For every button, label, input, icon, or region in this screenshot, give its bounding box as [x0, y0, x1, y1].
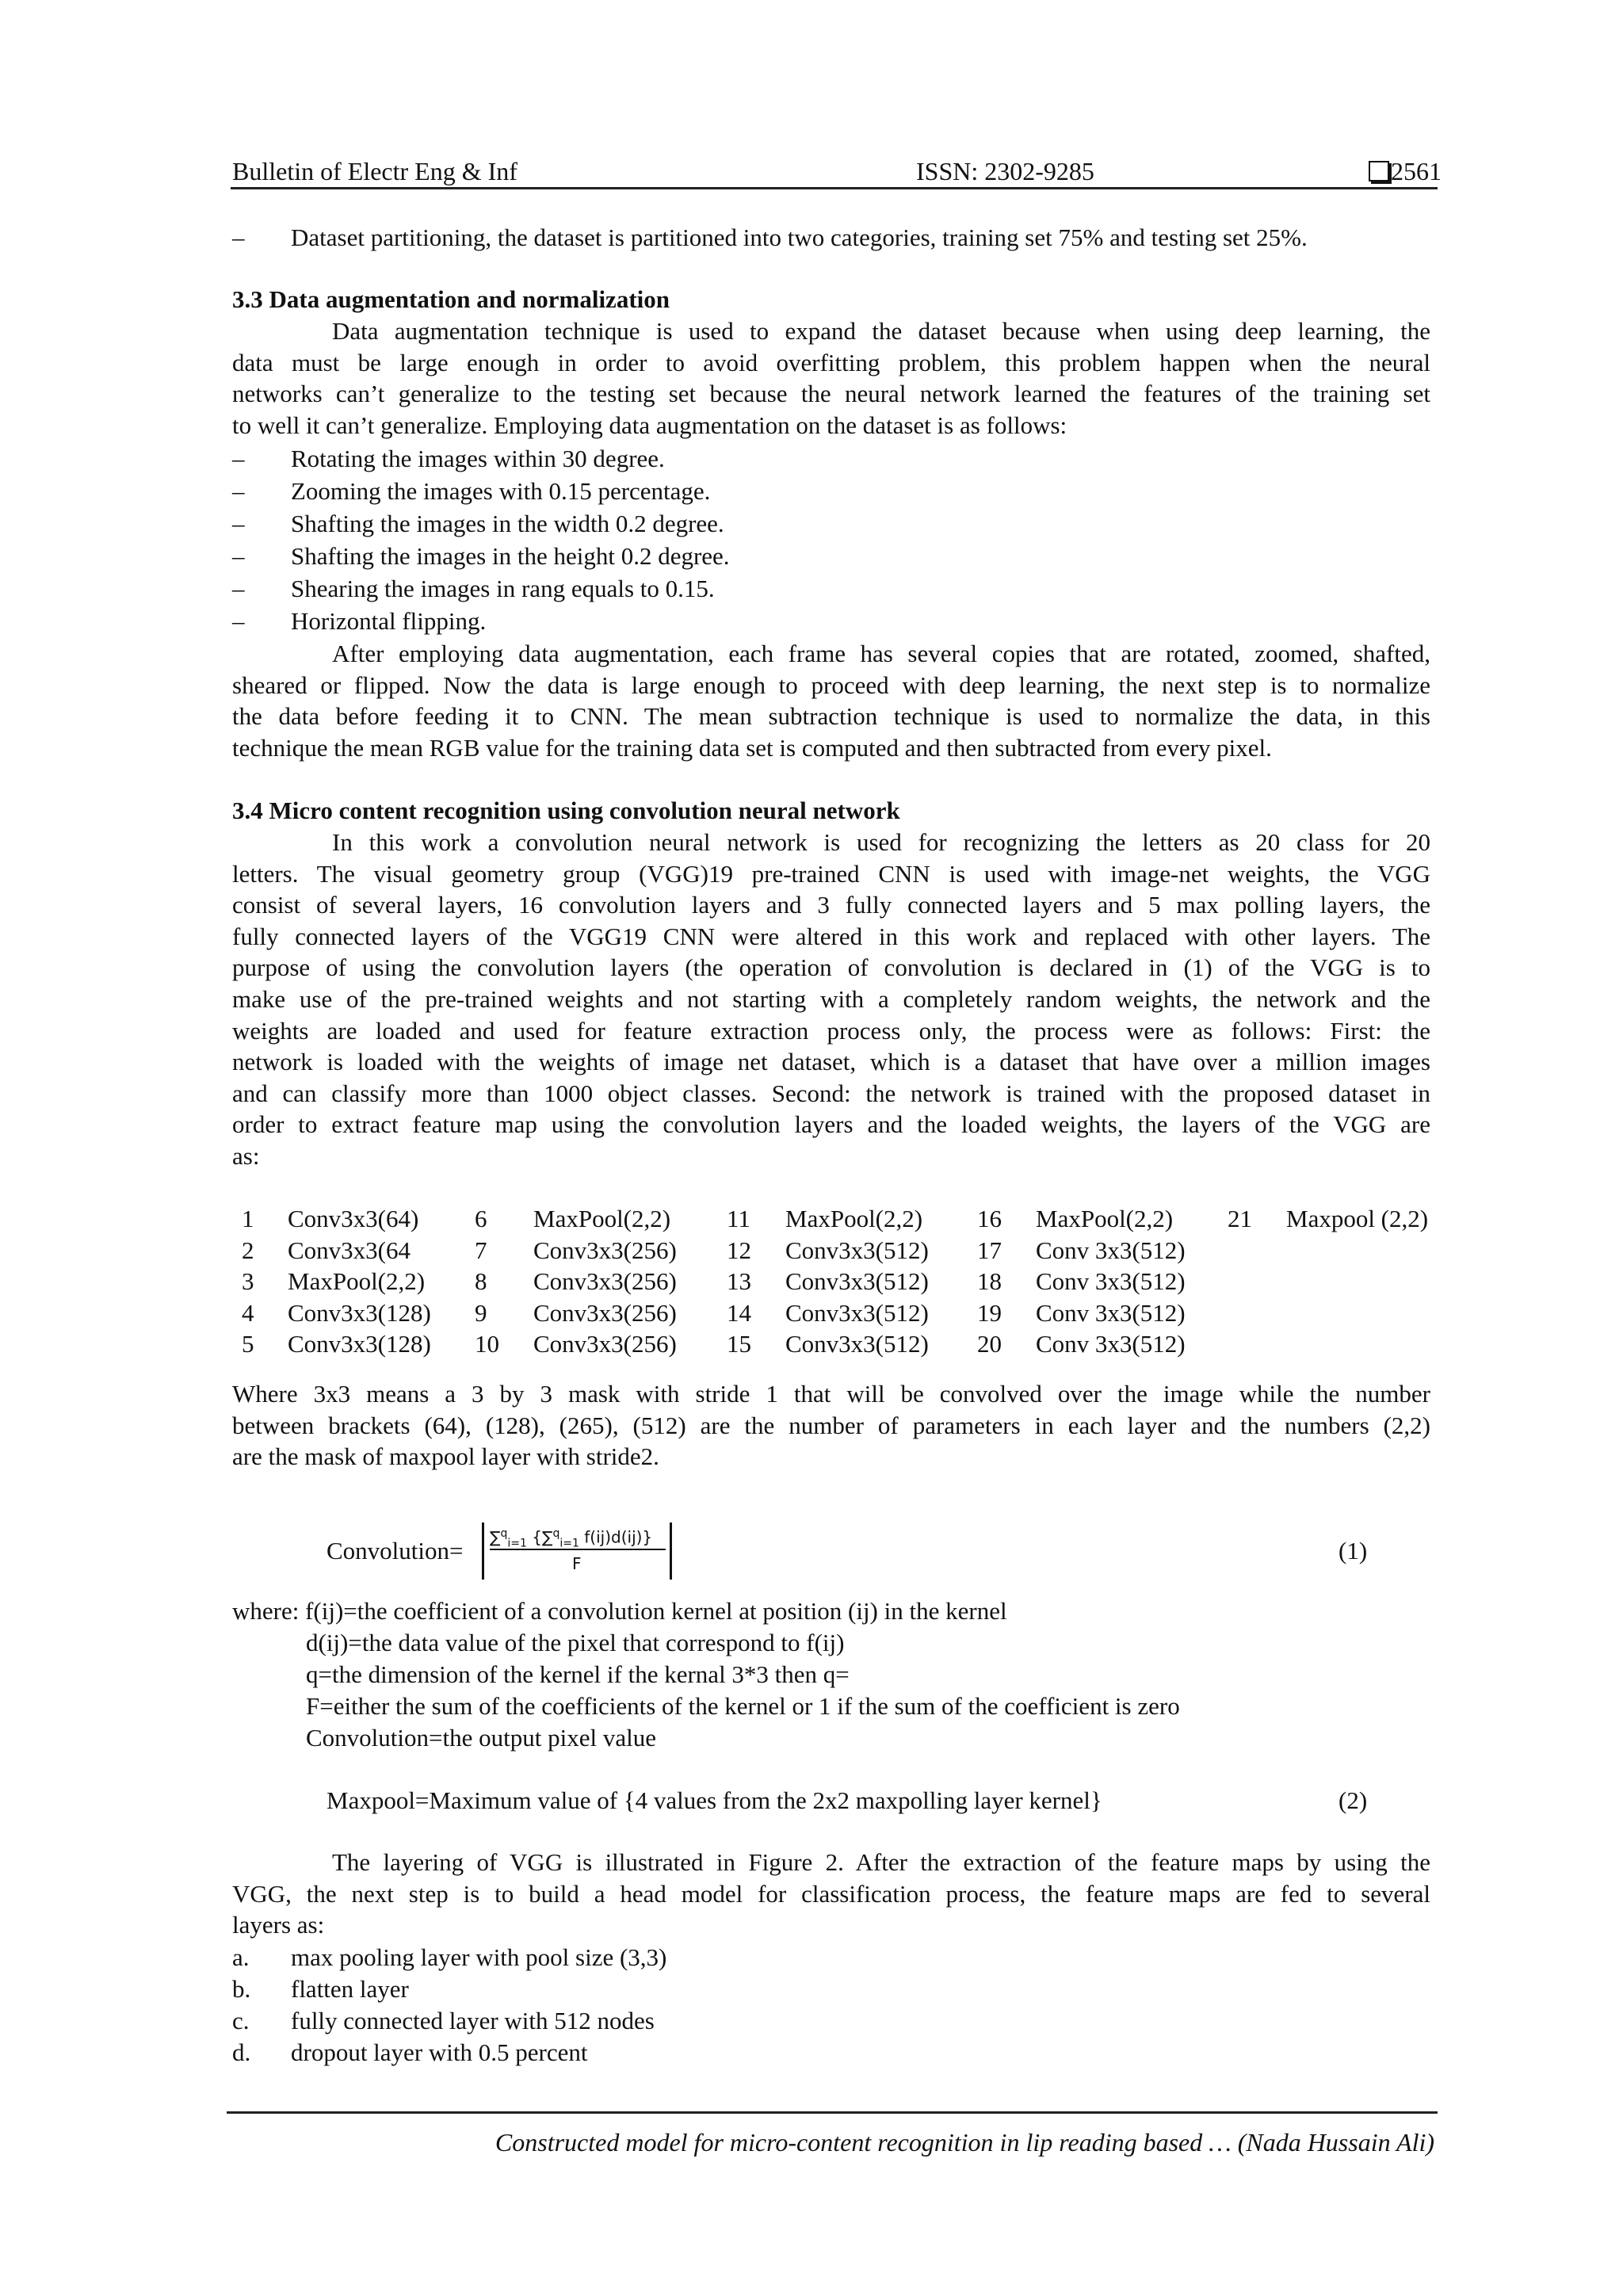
layer-index: 9 [475, 1298, 487, 1327]
list-item [232, 222, 1308, 254]
layer-name [1286, 1328, 1461, 1360]
list-item-text: Shafting the images in the height 0.2 degree. [291, 542, 730, 570]
list-item-text: Dataset partitioning, the dataset is partitioned into two categories, training set 75% and testing set 25%. [291, 223, 1308, 251]
page-number: 2561 [1391, 157, 1442, 185]
list-marker: – [232, 223, 245, 251]
where-line: F=either the sum of the coefficients of the kernel or 1 if the sum of the coefficient is zero [306, 1692, 1180, 1720]
list-marker: c. [232, 2007, 250, 2034]
layer-name: Conv3x3(128) [288, 1330, 431, 1358]
list-item [232, 1942, 666, 1973]
text-line: network is loaded with the weights of image net dataset, which is a dataset that have over a million images [232, 1048, 1430, 1076]
layer-index: 12 [727, 1236, 751, 1264]
equation-2-number: (2) [1338, 1786, 1368, 1814]
text-line: the data before feeding it to CNN. The mean subtraction technique is used to normalize the data, in this [232, 702, 1430, 731]
table-row [242, 1328, 1461, 1360]
layer-name: MaxPool(2,2) [785, 1205, 923, 1232]
list-marker: – [232, 575, 245, 602]
text-line: The layering of VGG is illustrated in Figure 2. After the extraction of the feature maps by using the [332, 1848, 1430, 1876]
layer-name: Conv3x3(512) [785, 1298, 929, 1327]
running-footer: Constructed model for micro-content recognition in lip reading based … (Nada Hussain Ali) [495, 2128, 1434, 2157]
equation-2: Maxpool=Maximum value of {4 values from the 2x2 maxpolling layer kernel} [327, 1786, 1102, 1814]
text-line: letters. The visual geometry group (VGG)19 pre-trained CNN is used with image-net weights, the VGG [232, 859, 1430, 888]
text-line: and can classify more than 1000 object classes. Second: the network is trained with the proposed dataset in [232, 1079, 1430, 1107]
layer-index: 16 [977, 1205, 1002, 1232]
layer-name: Conv 3x3(512) [1036, 1330, 1186, 1358]
list-item-text: Horizontal flipping. [291, 607, 487, 635]
where-line: Convolution=the output pixel value [306, 1724, 656, 1752]
layer-index [1228, 1235, 1286, 1266]
paragraph [232, 315, 1430, 441]
layer-name: Conv3x3(64) [288, 1205, 419, 1232]
layer-name: Conv3x3(64 [288, 1236, 411, 1264]
list-item-text: max pooling layer with pool size (3,3) [291, 1943, 667, 1971]
layer-index: 18 [977, 1267, 1002, 1296]
text-line: Where 3x3 means a 3 by 3 mask with stride 1 that will be convolved over the image while the number [232, 1380, 1430, 1408]
where-line: where: f(ij)=the coefficient of a convolution kernel at position (ij) in the kernel [232, 1597, 1007, 1625]
list-item [232, 573, 715, 605]
layer-index: 6 [475, 1205, 487, 1232]
layer-name: Conv3x3(512) [785, 1330, 929, 1358]
list-item [232, 476, 710, 507]
layer-name: Conv3x3(128) [288, 1298, 431, 1327]
text-line: technique the mean RGB value for the training data set is computed and then subtracted from every pixel. [232, 733, 1272, 762]
table-row [242, 1266, 1461, 1297]
layer-name: Conv 3x3(512) [1036, 1298, 1186, 1327]
list-item [232, 2005, 655, 2037]
layer-name: Conv3x3(256) [533, 1267, 677, 1296]
layer-index: 13 [727, 1267, 751, 1296]
list-item [232, 2037, 587, 2069]
layer-index: 5 [242, 1330, 254, 1358]
list-item-text: fully connected layer with 512 nodes [291, 2007, 655, 2034]
equation-1-denominator: F [572, 1554, 582, 1573]
layer-name: MaxPool(2,2) [1036, 1205, 1174, 1232]
layer-name: Conv3x3(256) [533, 1330, 677, 1358]
layer-name [1286, 1297, 1461, 1329]
list-item-text: Shafting the images in the width 0.2 degree. [291, 510, 724, 537]
paragraph [232, 827, 1430, 1172]
equation-1-fraction [482, 1522, 672, 1580]
text-line: make use of the pre-trained weights and not starting with a completely random weights, the network and the [232, 984, 1430, 1013]
layer-name [1286, 1235, 1461, 1266]
layer-index: 19 [977, 1298, 1002, 1327]
text-line: sheared or flipped. Now the data is large enough to proceed with deep learning, the next step is to normalize [232, 670, 1430, 699]
table-row [242, 1203, 1461, 1235]
abs-bar-left [482, 1522, 484, 1580]
layer-name: Conv 3x3(512) [1036, 1267, 1186, 1296]
vgg-layers-table [242, 1203, 1461, 1360]
text-line: VGG, the next step is to build a head model for classification process, the feature maps are fed to several [232, 1879, 1430, 1908]
text-line: between brackets (64), (128), (265), (512) are the number of parameters in each layer and the numbers (2,2) [232, 1411, 1430, 1439]
layer-index: 20 [977, 1330, 1002, 1358]
layer-index: 1 [242, 1205, 254, 1232]
text-line: as: [232, 1141, 260, 1170]
running-header-page [1369, 155, 1442, 187]
section-heading-3-3: 3.3 Data augmentation and normalization [232, 285, 670, 313]
list-item-text: Zooming the images with 0.15 percentage. [291, 477, 711, 505]
layer-name: Conv3x3(256) [533, 1236, 677, 1264]
where-line: d(ij)=the data value of the pixel that correspond to f(ij) [306, 1629, 845, 1656]
text-line: consist of several layers, 16 convolution layers and 3 fully connected layers and 5 max polling layers, the [232, 891, 1430, 919]
text-line: fully connected layers of the VGG19 CNN were altered in this work and replaced with other layers. The [232, 922, 1430, 950]
list-item [232, 1973, 409, 2005]
layer-name [1286, 1266, 1461, 1297]
layer-index [1228, 1297, 1286, 1329]
list-item [232, 508, 724, 540]
paragraph [232, 638, 1430, 763]
layer-name: Conv 3x3(512) [1036, 1236, 1186, 1264]
layer-index: 21 [1228, 1205, 1252, 1232]
table-row [242, 1297, 1461, 1329]
text-line: networks can’t generalize to the testing set because the neural network learned the features of the training set [232, 380, 1430, 408]
text-line: After employing data augmentation, each frame has several copies that are rotated, zoomed, shafted, [332, 640, 1430, 667]
list-item [232, 541, 730, 572]
equation-1-label: Convolution= [327, 1537, 464, 1564]
layer-name: MaxPool(2,2) [533, 1205, 671, 1232]
layer-index: 15 [727, 1330, 751, 1358]
text-line: are the mask of maxpool layer with stride2. [232, 1442, 659, 1471]
layer-name: Maxpool (2,2) [1286, 1205, 1429, 1232]
list-marker: b. [232, 1975, 251, 2003]
layer-index: 2 [242, 1236, 254, 1264]
layer-index: 10 [475, 1330, 499, 1358]
list-marker: – [232, 445, 245, 472]
table-row [242, 1235, 1461, 1266]
layer-index: 8 [475, 1267, 487, 1296]
equation-1-numerator: ∑$^q_{i=1}$ {∑$^q_{i=1}$ f(ij)d(ij)} [490, 1527, 653, 1550]
list-item-text: flatten layer [291, 1975, 409, 2003]
layer-index: 14 [727, 1298, 751, 1327]
layer-index: 7 [475, 1236, 487, 1264]
list-item [232, 443, 665, 475]
running-header-issn: ISSN: 2302-9285 [916, 157, 1094, 185]
list-marker: – [232, 477, 245, 505]
paragraph [232, 1378, 1430, 1473]
list-marker: – [232, 510, 245, 537]
text-line: order to extract feature map using the convolution layers and the loaded weights, the layers of the VGG are [232, 1110, 1430, 1139]
text-line: to well it can’t generalize. Employing data augmentation on the dataset is as follows: [232, 411, 1067, 439]
fraction-line [490, 1549, 666, 1550]
text-line: In this work a convolution neural network is used for recognizing the letters as 20 class for 20 [332, 828, 1430, 856]
layer-index [1228, 1328, 1286, 1360]
header-rule [231, 187, 1438, 189]
layer-index: 4 [242, 1298, 254, 1327]
layer-index: 17 [977, 1236, 1002, 1264]
abs-bar-right [670, 1522, 672, 1580]
list-marker: – [232, 607, 245, 635]
list-item-text: dropout layer with 0.5 percent [291, 2038, 588, 2066]
running-header-journal: Bulletin of Electr Eng & Inf [232, 157, 517, 185]
layer-index: 11 [727, 1205, 750, 1232]
layer-name: Conv3x3(512) [785, 1236, 929, 1264]
paragraph [232, 1847, 1430, 1941]
square-box-icon [1369, 161, 1389, 181]
text-line: Data augmentation technique is used to expand the dataset because when using deep learning, the [332, 317, 1430, 345]
section-heading-3-4: 3.4 Micro content recognition using convolution neural network [232, 797, 900, 824]
list-marker: – [232, 542, 245, 570]
layer-name: Conv3x3(256) [533, 1298, 677, 1327]
list-marker: d. [232, 2038, 251, 2066]
list-item-text: Rotating the images within 30 degree. [291, 445, 665, 472]
list-item-text: Shearing the images in rang equals to 0.15. [291, 575, 715, 602]
list-marker: a. [232, 1943, 250, 1971]
layer-name: MaxPool(2,2) [288, 1267, 426, 1296]
text-line: weights are loaded and used for feature extraction process only, the process were as follows: First: the [232, 1016, 1430, 1045]
layer-index: 3 [242, 1267, 254, 1296]
text-line: layers as: [232, 1911, 325, 1939]
list-item [232, 606, 486, 637]
footer-rule [227, 2111, 1438, 2114]
layer-name: Conv3x3(512) [785, 1267, 929, 1296]
text-line: data must be large enough in order to avoid overfitting problem, this problem happen when the neural [232, 348, 1430, 376]
where-line: q=the dimension of the kernel if the kernal 3*3 then q= [306, 1660, 850, 1688]
layer-index [1228, 1266, 1286, 1297]
equation-1-number: (1) [1338, 1537, 1368, 1564]
text-line: purpose of using the convolution layers (the operation of convolution is declared in (1) of the VGG is to [232, 953, 1430, 982]
